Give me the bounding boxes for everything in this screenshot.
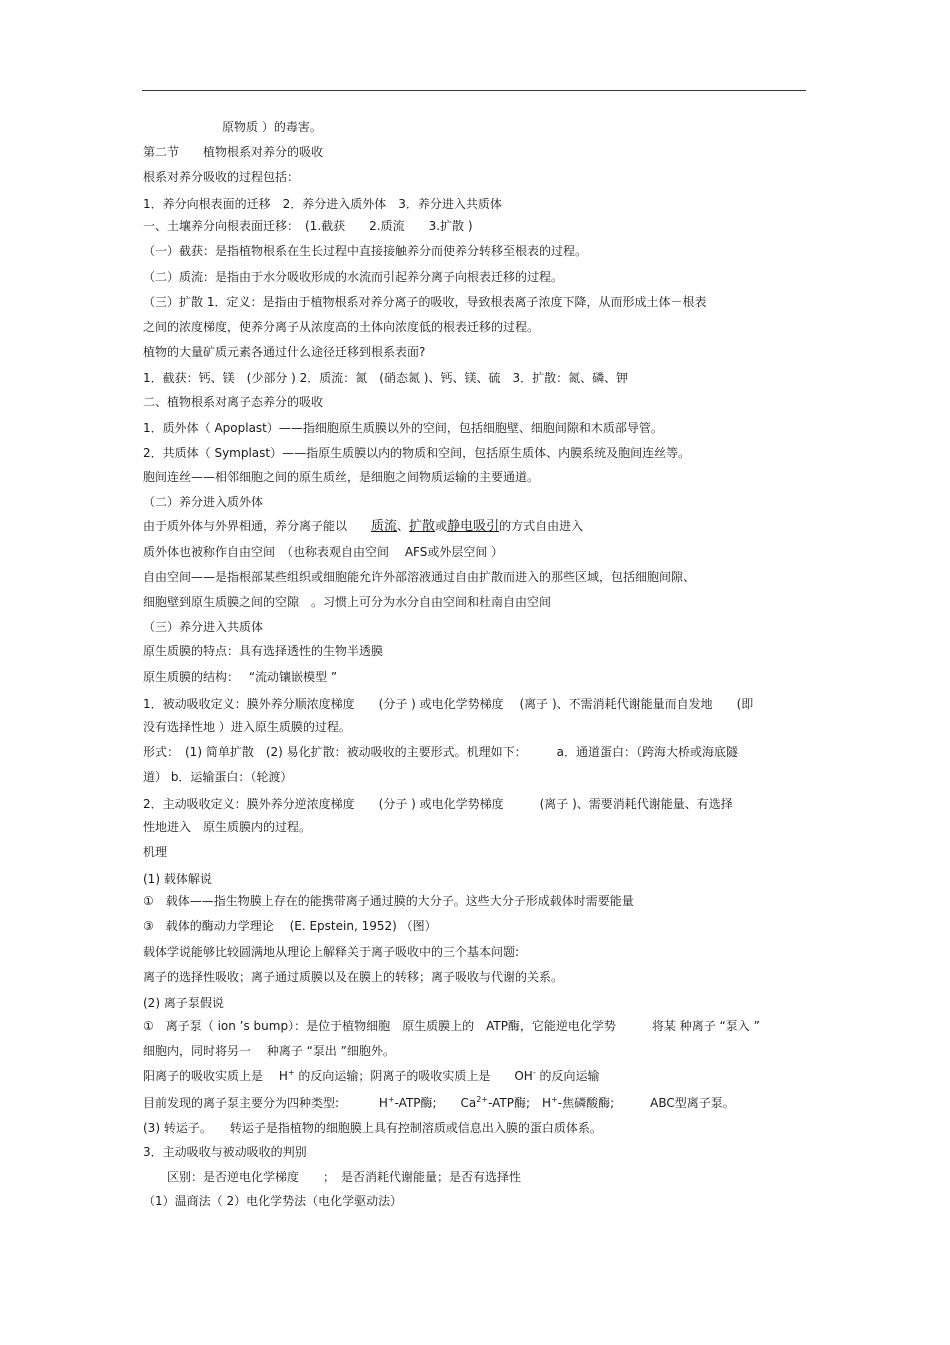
ion-text-3: 的反向运输 xyxy=(535,1069,600,1083)
pump-text-1: 目前发现的离子泵主要分为四种类型: H xyxy=(143,1096,388,1110)
text-line-44: （1）温商法（ 2）电化学势法（电化学驱动法） xyxy=(143,1194,403,1208)
text-line-43: 区别：是否逆电化学梯度 ； 是否消耗代谢能量；是否有选择性 xyxy=(143,1170,522,1184)
text-line-37: ① 离子泵（ ion ’s bump）：是位于植物细胞 原生质膜上的 ATP酶，它能逆电化学势 将某 种离子 “泵入 ” xyxy=(143,1019,760,1033)
ion-absorption-line xyxy=(143,1069,600,1084)
text-line-7: （二）质流：是指由于水分吸收形成的水流而引起养分离子向根表迁移的过程。 xyxy=(143,270,564,284)
text-line-13: 1．质外体（ Apoplast）——指细胞原生质膜以外的空间，包括细胞壁、细胞间隙和木质部导管。 xyxy=(143,421,663,435)
text-line-5: 一、土壤养分向根表面迁移： (1.截获 2.质流 3.扩散 ) xyxy=(143,219,473,233)
text-line-12: 二、植物根系对离子态养分的吸收 xyxy=(143,395,324,409)
term-electrostatic: 静电吸引 xyxy=(447,519,500,534)
text-line-42: 3．主动吸收与被动吸收的判别 xyxy=(143,1145,307,1159)
text-line-24: 1．被动吸收定义：膜外养分顺浓度梯度 (分子 ) 或电化学势梯度 (离子 )、不需消耗代谢能量而自发地 (即 xyxy=(143,697,754,711)
text-line-31: (1) 载体解说 xyxy=(143,872,212,886)
text-line-8: （三）扩散 1．定义：是指由于植物根系对养分离子的吸收，导致根表离子浓度下降，从而形成土体－根表 xyxy=(143,295,707,309)
pump-sup-2: 2+ xyxy=(476,1095,489,1104)
ion-text-1: 阳离子的吸收实质上是 H xyxy=(143,1069,288,1083)
text-line-1: 原物质 ）的毒害。 xyxy=(222,120,322,134)
pump-sup-3: + xyxy=(551,1095,558,1104)
text-line-19: 自由空间——是指根部某些组织或细胞能允许外部溶液通过自由扩散而进入的那些区域，包括细胞间隙、 xyxy=(143,570,696,584)
text-line-21: （三）养分进入共质体 xyxy=(143,620,264,634)
free-entry-line xyxy=(143,519,583,534)
text-line-10: 植物的大量矿质元素各通过什么途径迁移到根系表面? xyxy=(143,345,426,359)
text-line-34: 载体学说能够比较圆满地从理论上解释关于离子吸收中的三个基本问题: xyxy=(143,945,520,959)
text-line-35: 离子的选择性吸收；离子通过质膜以及在膜上的转移；离子吸收与代谢的关系。 xyxy=(143,970,564,984)
text-line-38: 细胞内，同时将另一 种离子 “泵出 ”细胞外。 xyxy=(143,1044,395,1058)
text-line-4: 1．养分向根表面的迁移 2．养分进入质外体 3．养分进入共质体 xyxy=(143,197,502,211)
pump-types-line xyxy=(143,1096,735,1111)
text-line-26: 形式： (1) 简单扩散 (2) 易化扩散：被动吸收的主要形式。机理如下： a．通道蛋白：（跨海大桥或海底隧 xyxy=(143,745,738,759)
term-diffusion: 扩散 xyxy=(409,519,436,534)
text-line-23: 原生质膜的结构： “流动镶嵌模型 ” xyxy=(143,670,338,684)
text-line-16: （二）养分进入质外体 xyxy=(143,495,264,509)
text-line-14: 2．共质体（ Symplast）——指原生质膜以内的物质和空间，包括原生质体、内膜系统及胞间连丝等。 xyxy=(143,446,691,460)
text-line-20: 细胞壁到原生质膜之间的空隙 。习惯上可分为水分自由空间和杜南自由空间 xyxy=(143,595,552,609)
section-heading: 第二节 植物根系对养分的吸收 xyxy=(143,145,324,159)
pump-sup-1: + xyxy=(387,1095,395,1104)
ion-sup-2: - xyxy=(532,1068,536,1077)
sep-1: 、 xyxy=(397,519,410,533)
pump-text-2: -ATP酶; Ca xyxy=(394,1096,477,1110)
text-line-30: 机理 xyxy=(143,845,168,859)
text-line-18: 质外体也被称作自由空间 （也称表观自由空间 AFS或外层空间 ） xyxy=(143,545,504,559)
text-line-36: (2) 离子泵假说 xyxy=(143,996,224,1010)
text-line-25: 没有选择性地 ）进入原生质膜的过程。 xyxy=(143,720,351,734)
text-line-28: 2．主动吸收定义：膜外养分逆浓度梯度 (分子 ) 或电化学势梯度 (离子 )、需要消耗代谢能量、有选择 xyxy=(143,797,733,811)
text-line-11: 1．截获：钙、镁 (少部分 ) 2．质流：氮 (硝态氮 )、钙、镁、硫 3．扩散：氮、磷、钾 xyxy=(143,371,629,385)
text-line-6: （一）截获：是指植物根系在生长过程中直接接触养分而使养分转移至根表的过程。 xyxy=(143,244,588,258)
text-line-15: 胞间连丝——相邻细胞之间的原生质丝，是细胞之间物质运输的主要通道。 xyxy=(143,470,540,484)
free-entry-before: 由于质外体与外界相通，养分离子能以 xyxy=(143,519,372,533)
header-rule xyxy=(142,90,806,91)
text-line-27: 道） b．运输蛋白：（轮渡） xyxy=(143,770,293,784)
term-mass-flow: 质流 xyxy=(371,519,398,534)
text-line-22: 原生质膜的特点：具有选择透性的生物半透膜 xyxy=(143,644,384,658)
text-line-9: 之间的浓度梯度，使养分离子从浓度高的土体向浓度低的根表迁移的过程。 xyxy=(143,320,540,334)
sep-2: 或 xyxy=(435,519,448,533)
pump-text-4: -焦磷酸酶; ABC型离子泵。 xyxy=(557,1096,735,1110)
text-line-29: 性地进入 原生质膜内的过程。 xyxy=(143,820,312,834)
text-line-33: ③ 载体的酶动力学理论 (E. Epstein, 1952) （图） xyxy=(143,919,437,933)
ion-sup-1: + xyxy=(287,1068,295,1077)
text-line-32: ① 载体——指生物膜上存在的能携带离子通过膜的大分子。这些大分子形成载体时需要能量 xyxy=(143,894,634,908)
pump-text-3: -ATP酶; H xyxy=(488,1096,552,1110)
ion-text-2: 的反向运输；阴离子的吸收实质上是 OH xyxy=(294,1069,533,1083)
free-entry-after: 的方式自由进入 xyxy=(499,519,584,533)
text-line-41: (3) 转运子。 转运子是指植物的细胞膜上具有控制溶质或信息出入膜的蛋白质体系。 xyxy=(143,1121,602,1135)
text-line-3: 根系对养分吸收的过程包括： xyxy=(143,170,300,184)
